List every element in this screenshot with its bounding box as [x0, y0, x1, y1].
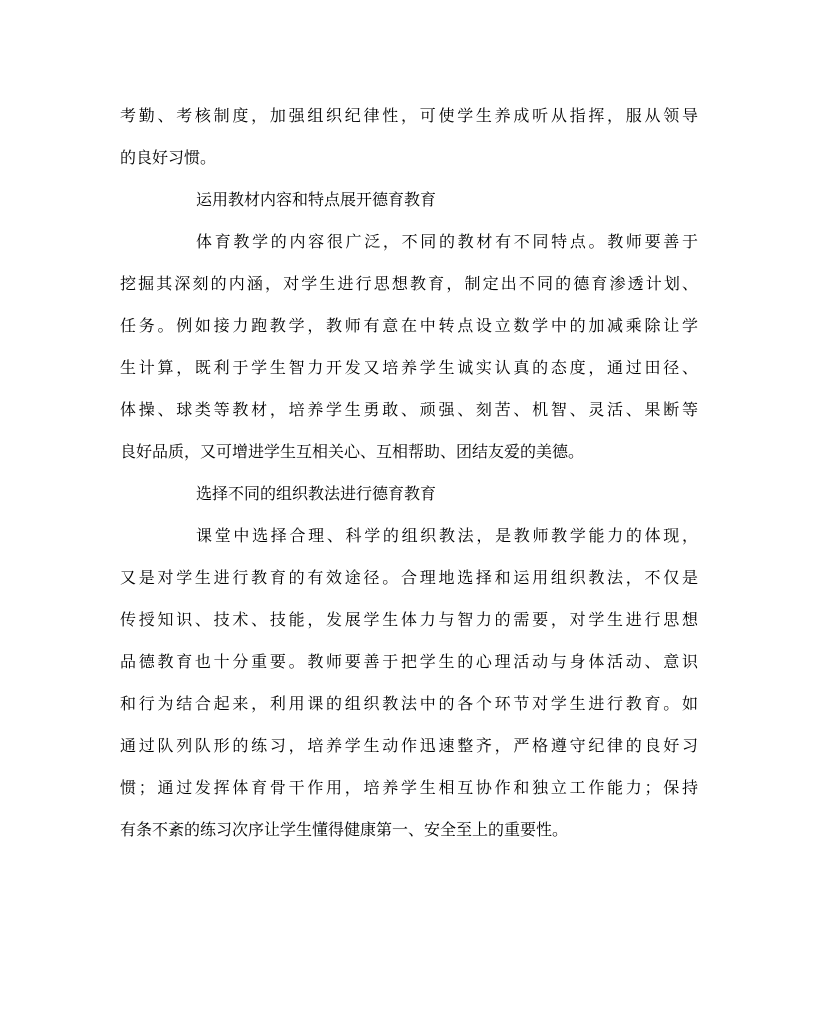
paragraph-3-line-3: 传授知识、技术、技能，发展学生体力与智力的需要，对学生进行思想: [120, 610, 698, 629]
paragraph-2-line-1: 体育教学的内容很广泛，不同的教材有不同特点。教师要善于: [196, 232, 698, 251]
paragraph-2-line-3: 任务。例如接力跑教学，教师有意在中转点设立数学中的加减乘除让学: [120, 316, 698, 335]
paragraph-2-line-2: 挖掘其深刻的内涵，对学生进行思想教育，制定出不同的德育渗透计划、: [120, 274, 698, 293]
paragraph-2-line-4: 生计算，既利于学生智力开发又培养学生诚实认真的态度，通过田径、: [120, 358, 698, 377]
section-heading-2: 选择不同的组织教法进行德育教育: [196, 484, 437, 503]
paragraph-3-line-2: 又是对学生进行教育的有效途径。合理地选择和运用组织教法，不仅是: [120, 568, 698, 587]
paragraph-3-line-6: 通过队列队形的练习，培养学生动作迅速整齐，严格遵守纪律的良好习: [120, 736, 698, 755]
paragraph-3-line-8: 有条不紊的练习次序让学生懂得健康第一、安全至上的重要性。: [120, 820, 569, 839]
paragraph-3-line-4: 品德教育也十分重要。教师要善于把学生的心理活动与身体活动、意识: [120, 652, 698, 671]
paragraph-3-line-1: 课堂中选择合理、科学的组织教法，是教师教学能力的体现，: [196, 526, 698, 545]
paragraph-1-line-2: 的良好习惯。: [120, 148, 217, 167]
paragraph-1-line-1: 考勤、考核制度，加强组织纪律性，可使学生养成听从指挥，服从领导: [120, 106, 698, 125]
section-heading-1: 运用教材内容和特点展开德育教育: [196, 190, 437, 209]
paragraph-3-line-7: 惯；通过发挥体育骨干作用，培养学生相互协作和独立工作能力；保持: [120, 778, 698, 797]
paragraph-2-line-5: 体操、球类等教材，培养学生勇敢、顽强、刻苦、机智、灵活、果断等: [120, 400, 698, 419]
paragraph-2-line-6: 良好品质，又可增进学生互相关心、互相帮助、团结友爱的美德。: [120, 442, 585, 461]
paragraph-3-line-5: 和行为结合起来，利用课的组织教法中的各个环节对学生进行教育。如: [120, 694, 698, 713]
